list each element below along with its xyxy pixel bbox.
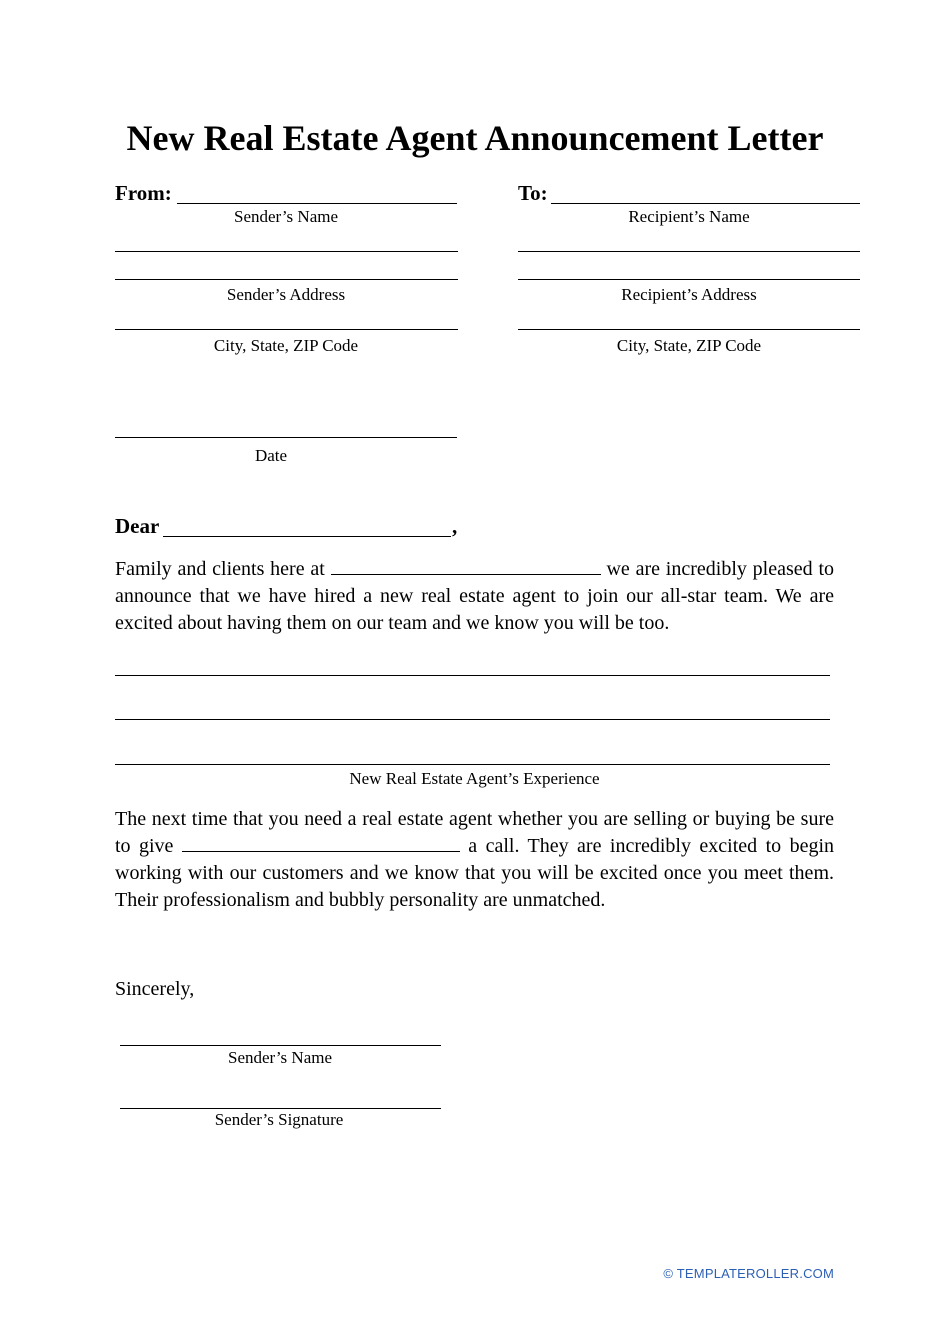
sender-printed-name-field[interactable] <box>120 1045 441 1046</box>
sender-address-line-2[interactable] <box>115 279 458 280</box>
to-label: To: <box>518 181 548 205</box>
sender-name-caption: Sender’s Name <box>233 207 339 226</box>
recipient-address-caption: Recipient’s Address <box>621 285 757 304</box>
salutation-comma: , <box>452 514 458 538</box>
company-name-field[interactable] <box>331 556 601 575</box>
recipient-address-line-1[interactable] <box>518 251 860 252</box>
recipient-name-field[interactable] <box>551 203 860 204</box>
salutation-name-field[interactable] <box>163 536 451 537</box>
sender-address-line-1[interactable] <box>115 251 458 252</box>
sender-address-caption: Sender’s Address <box>226 285 346 304</box>
recipient-city-caption: City, State, ZIP Code <box>616 336 762 355</box>
sender-city-caption: City, State, ZIP Code <box>213 336 359 355</box>
from-label: From: <box>115 181 172 205</box>
signature-name-caption: Sender’s Name <box>227 1048 333 1067</box>
date-field[interactable] <box>115 437 457 438</box>
paragraph-intro <box>115 556 834 637</box>
experience-line-1[interactable] <box>115 675 830 676</box>
salutation-label: Dear <box>115 514 160 538</box>
closing-text: Sincerely, <box>115 978 195 1000</box>
paragraph-intro-end: we are incredibly pleased to announce that we have hired a new real estate agent to join our all-star team. We are excited about having them on our team and we know you will be too. <box>115 558 835 634</box>
footer-copyright[interactable]: © TEMPLATEROLLER.COM <box>663 1266 834 1281</box>
agent-name-field[interactable] <box>182 833 460 852</box>
sender-signature-field[interactable] <box>120 1108 441 1109</box>
experience-line-3[interactable] <box>115 764 830 765</box>
paragraph-intro-start: Family and clients here at <box>115 558 325 580</box>
sender-name-field[interactable] <box>177 203 457 204</box>
sender-city-field[interactable] <box>115 329 458 330</box>
signature-caption: Sender’s Signature <box>214 1110 344 1129</box>
paragraph-details-end: a call. They are incredibly excited to begin working with our customers and we know that you will be excited once you meet them. Their professionalism and bubbly personality are unmatched. <box>115 835 835 911</box>
experience-line-2[interactable] <box>115 719 830 720</box>
page-title: New Real Estate Agent Announcement Letter <box>126 118 824 158</box>
paragraph-details-start: The next time that you need a real estate agent whether you are selling or buying be sure to give <box>115 808 834 857</box>
recipient-name-caption: Recipient’s Name <box>628 207 750 226</box>
recipient-address-line-2[interactable] <box>518 279 860 280</box>
date-caption: Date <box>254 446 288 465</box>
recipient-city-field[interactable] <box>518 329 860 330</box>
experience-caption: New Real Estate Agent’s Experience <box>349 769 600 788</box>
paragraph-details <box>115 806 834 914</box>
